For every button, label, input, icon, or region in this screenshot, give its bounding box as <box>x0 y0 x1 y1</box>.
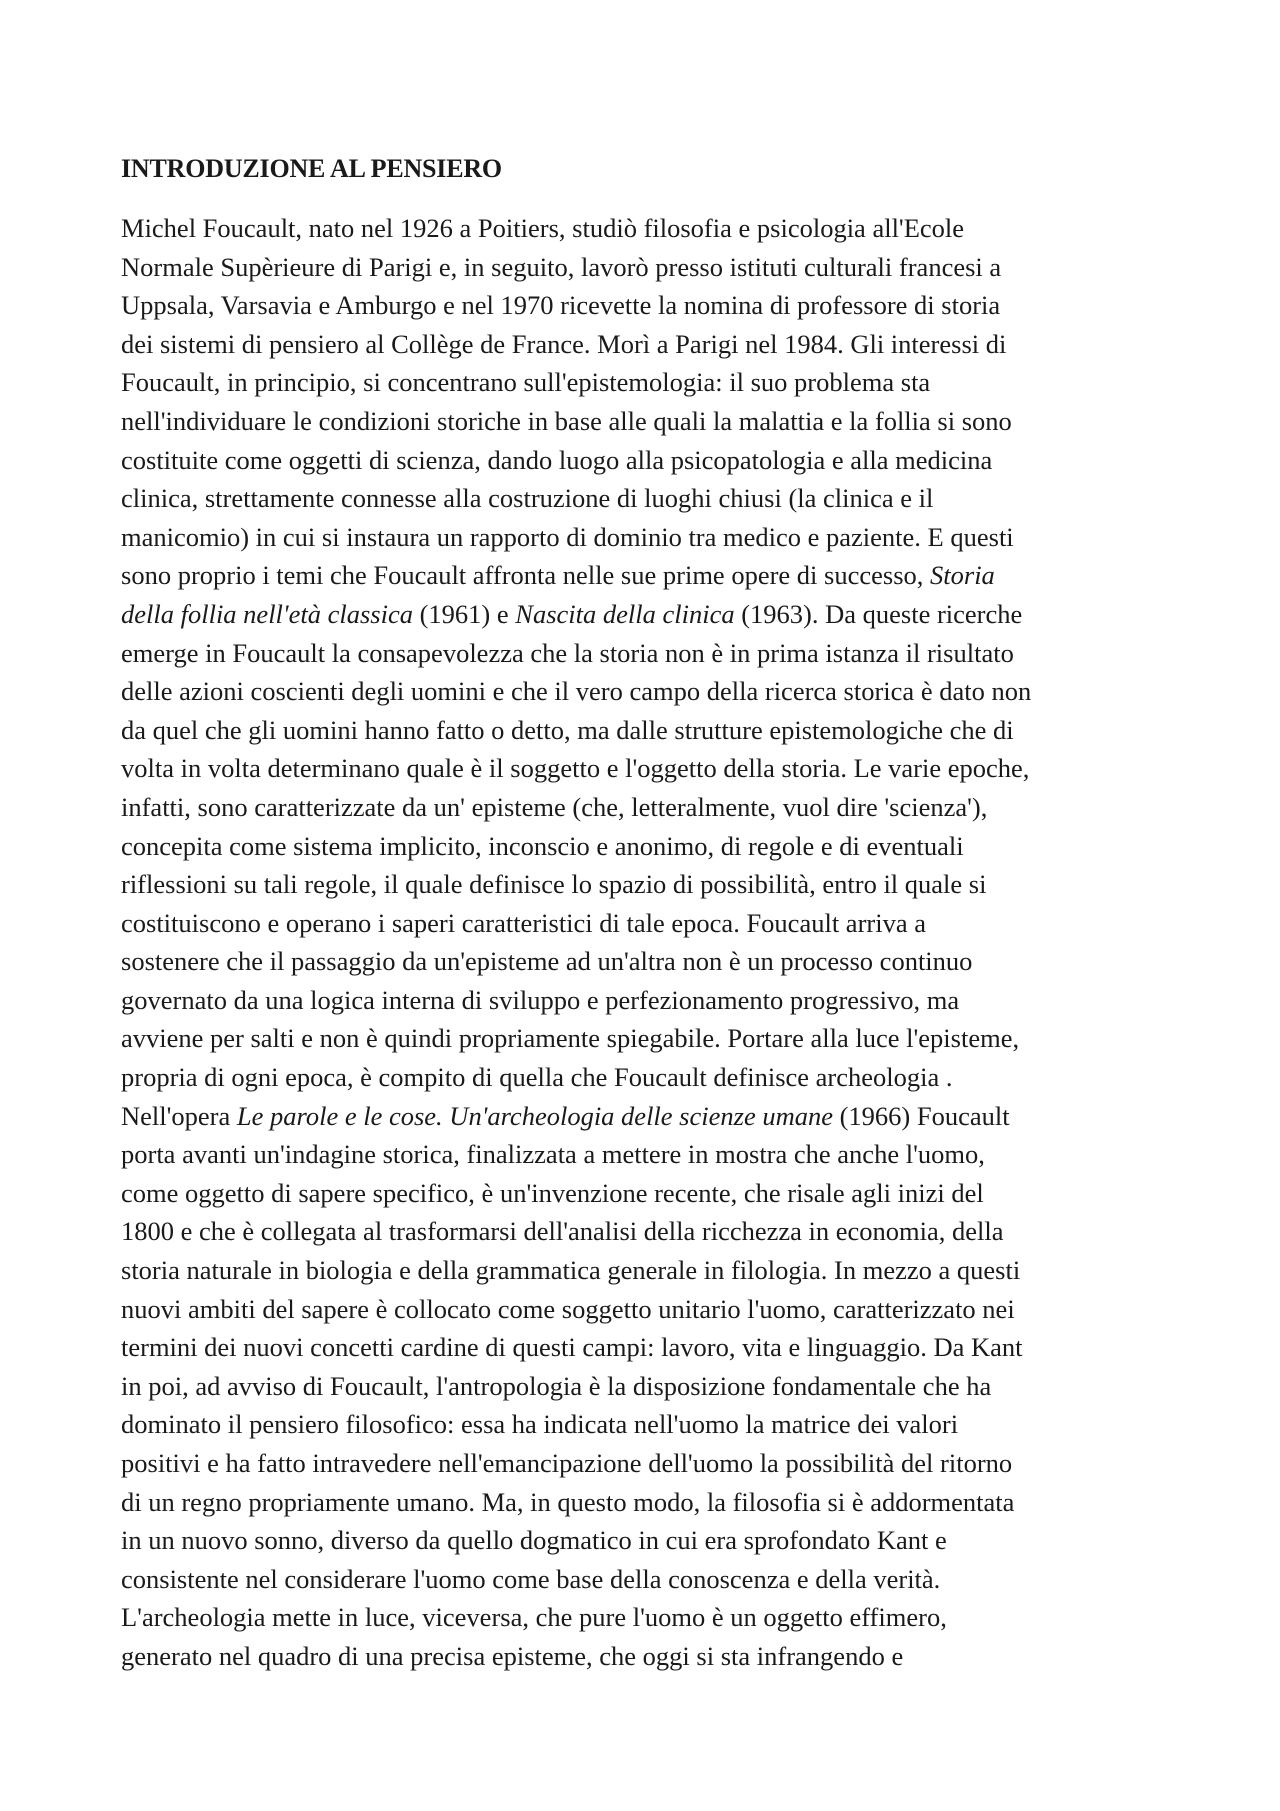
text-run: (1963). Da queste ricerche <box>734 598 1023 629</box>
text-line <box>121 286 1201 325</box>
text-line <box>121 209 1201 248</box>
text-line <box>121 1637 1201 1676</box>
text-run: di un regno propriamente umano. Ma, in questo modo, la filosofia si è addormentata <box>121 1486 1015 1517</box>
text-run: dominato il pensiero filosofico: essa ha indicata nell'uomo la matrice dei valori <box>121 1409 959 1440</box>
text-run: governato da una logica interna di sviluppo e perfezionamento progressivo, ma <box>121 984 960 1015</box>
text-line <box>121 1174 1201 1213</box>
text-run: Nell'opera <box>121 1100 237 1131</box>
text-run: positivi e ha fatto intravedere nell'emancipazione dell'uomo la possibilità del ritorno <box>121 1448 1013 1478</box>
text-run: dei sistemi di pensiero al Collège de France. Morì a Parigi nel 1984. Gli interessi di <box>121 328 1007 359</box>
book-title: Le parole e le cose. Un'archeologia delle scienze umane <box>236 1100 833 1131</box>
text-run: Uppsala, Varsavia e Amburgo e nel 1970 ricevette la nomina di professore di storia <box>121 290 1001 321</box>
text-line <box>121 1251 1201 1290</box>
text-line <box>121 1058 1201 1097</box>
text-line <box>121 981 1201 1020</box>
text-run: 1800 e che è collegata al trasformarsi dell'analisi della ricchezza in economia, della <box>121 1216 1004 1247</box>
text-run: come oggetto di sapere specifico, è un'invenzione recente, che risale agli inizi del <box>121 1177 984 1208</box>
text-line <box>121 788 1201 827</box>
text-line <box>121 518 1201 557</box>
text-run: nell'individuare le condizioni storiche in base alle quali la malattia e la follia si sono <box>121 405 1012 436</box>
text-run: costituite come oggetti di scienza, dando luogo alla psicopatologia e alla medicina <box>121 444 993 475</box>
text-line <box>121 479 1201 518</box>
text-line <box>121 711 1201 750</box>
text-line <box>121 1367 1201 1406</box>
text-line <box>121 1328 1201 1367</box>
text-line <box>121 1444 1201 1483</box>
text-run: in poi, ad avviso di Foucault, l'antropologia è la disposizione fondamentale che ha <box>121 1370 992 1401</box>
text-run: termini dei nuovi concetti cardine di questi campi: lavoro, vita e linguaggio. Da Kant <box>121 1332 1023 1363</box>
text-run: (1966) Foucault <box>832 1100 1010 1131</box>
text-line <box>121 1019 1201 1058</box>
book-title: della follia nell'età classica <box>121 598 413 629</box>
text-run: generato nel quadro di una precisa episteme, che oggi si sta infrangendo e <box>121 1640 904 1671</box>
text-run: costituiscono e operano i saperi caratteristici di tale epoca. Foucault arriva a <box>121 907 926 938</box>
text-line <box>121 865 1201 904</box>
text-run: porta avanti un'indagine storica, finalizzata a mettere in mostra che anche l'uomo, <box>121 1139 985 1170</box>
text-line <box>121 1097 1201 1136</box>
text-run: L'archeologia mette in luce, viceversa, che pure l'uomo è un oggetto effimero, <box>121 1602 947 1633</box>
body-paragraph <box>121 209 1201 1676</box>
text-run: Foucault, in principio, si concentrano sull'epistemologia: il suo problema sta <box>121 367 931 398</box>
page-title: INTRODUZIONE AL PENSIERO <box>121 154 502 183</box>
text-run: emerge in Foucault la consapevolezza che la storia non è in prima istanza il risultato <box>121 637 1014 668</box>
text-run: Michel Foucault, nato nel 1926 a Poitiers, studiò filosofia e psicologia all'Ecole <box>121 213 965 243</box>
text-line <box>121 595 1201 634</box>
text-line <box>121 248 1201 287</box>
text-run: clinica, strettamente connesse alla costruzione di luoghi chiusi (la clinica e il <box>121 483 934 514</box>
text-line <box>121 749 1201 788</box>
text-line <box>121 672 1201 711</box>
text-line <box>121 556 1201 595</box>
text-line <box>121 942 1201 981</box>
text-run: concepita come sistema implicito, inconscio e anonimo, di regole e di eventuali <box>121 830 964 861</box>
text-line <box>121 634 1201 673</box>
text-run: sostenere che il passaggio da un'episteme ad un'altra non è un processo continuo <box>121 946 973 977</box>
text-line <box>121 904 1201 943</box>
text-run: sono proprio i temi che Foucault affronta nelle sue prime opere di successo, <box>121 560 931 591</box>
text-line <box>121 1290 1201 1329</box>
text-run: Normale Supèrieure di Parigi e, in seguito, lavorò presso istituti culturali francesi a <box>121 251 1002 282</box>
text-line <box>121 1135 1201 1174</box>
text-run: in un nuovo sonno, diverso da quello dogmatico in cui era sprofondato Kant e <box>121 1525 947 1556</box>
text-run: delle azioni coscienti degli uomini e che il vero campo della ricerca storica è dato non <box>121 676 1032 707</box>
text-line <box>121 1560 1201 1599</box>
text-run: (1961) e <box>412 598 516 629</box>
text-line <box>121 1598 1201 1637</box>
text-run: storia naturale in biologia e della grammatica generale in filologia. In mezzo a questi <box>121 1255 1021 1286</box>
book-title: Storia <box>930 560 995 591</box>
text-line <box>121 441 1201 480</box>
text-line <box>121 363 1201 402</box>
text-line <box>121 827 1201 866</box>
text-run: consistente nel considerare l'uomo come base della conoscenza e della verità. <box>121 1563 941 1594</box>
text-run: nuovi ambiti del sapere è collocato come soggetto unitario l'uomo, caratterizzato nei <box>121 1293 1015 1324</box>
text-run: riflessioni su tali regole, il quale definisce lo spazio di possibilità, entro il quale si <box>121 869 987 900</box>
text-run: infatti, sono caratterizzate da un' episteme (che, letteralmente, vuol dire 'scienza'), <box>121 791 988 822</box>
text-line <box>121 402 1201 441</box>
text-line <box>121 1483 1201 1522</box>
text-line <box>121 325 1201 364</box>
text-line <box>121 1212 1201 1251</box>
text-run: manicomio) in cui si instaura un rapporto di dominio tra medico e paziente. E questi <box>121 521 1014 552</box>
text-line <box>121 1405 1201 1444</box>
text-run: da quel che gli uomini hanno fatto o detto, ma dalle strutture epistemologiche che di <box>121 714 1014 745</box>
text-run: propria di ogni epoca, è compito di quella che Foucault definisce archeologia . <box>121 1062 953 1093</box>
text-run: volta in volta determinano quale è il soggetto e l'oggetto della storia. Le varie epoche, <box>121 753 1030 784</box>
text-line <box>121 1521 1201 1560</box>
book-title: Nascita della clinica <box>515 598 735 629</box>
text-run: avviene per salti e non è quindi propriamente spiegabile. Portare alla luce l'episteme, <box>121 1023 1020 1054</box>
